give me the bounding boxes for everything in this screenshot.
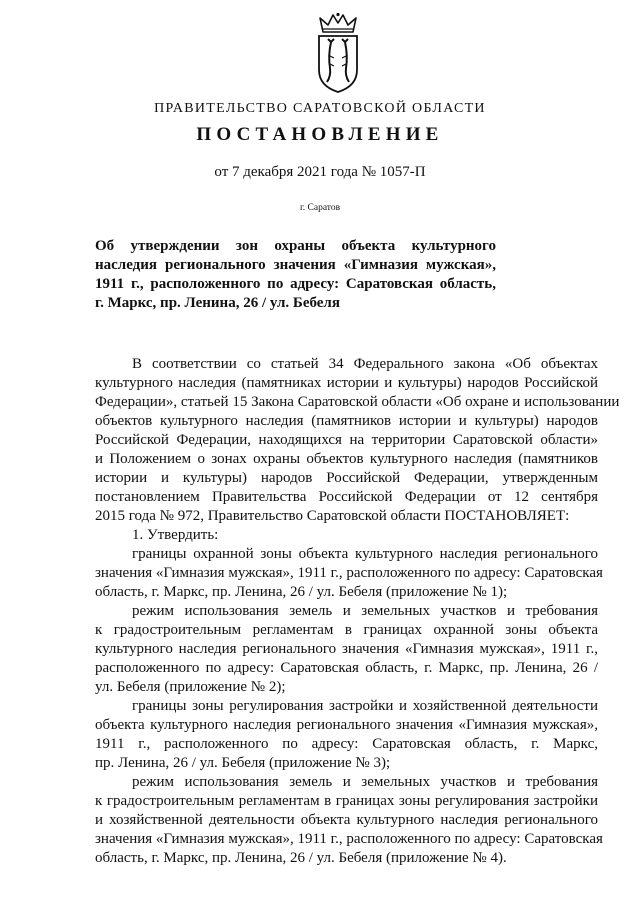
body-line: 1911 г., расположенного по адресу: Саратовская область, г. Маркс, <box>95 736 598 752</box>
body-line: границы зоны регулирования застройки и хозяйственной деятельности <box>132 698 598 714</box>
saratov-coat-of-arms-icon <box>315 12 361 94</box>
body-line: пр. Ленина, 26 / ул. Бебеля (приложение № 3); <box>95 755 391 771</box>
document-subject <box>95 237 496 313</box>
body-line: ул. Бебеля (приложение № 2); <box>95 679 286 695</box>
body-line: границы охранной зоны объекта культурного наследия регионального <box>132 546 598 562</box>
body-line: истории и культуры) народов Российской Федерации, утвержденным <box>95 470 598 486</box>
body-line: 2015 года № 972, Правительство Саратовской области ПОСТАНОВЛЯЕТ: <box>95 508 570 524</box>
document-body <box>95 355 620 868</box>
document-type-title: ПОСТАНОВЛЕНИЕ <box>196 124 444 145</box>
body-line: расположенного по адресу: Саратовская область, г. Маркс, пр. Ленина, 26 / <box>95 660 598 676</box>
body-line: объектов культурного наследия (памятников истории и культуры) народов <box>95 413 598 429</box>
body-line: 1. Утвердить: <box>132 527 219 543</box>
body-line: Федерации», статьей 15 Закона Саратовской области «Об охране и использовании <box>95 394 620 410</box>
body-line: культурного наследия регионального значения «Гимназия мужская», 1911 г., <box>95 641 598 657</box>
body-line: Российской Федерации, находящихся на территории Саратовской области» <box>95 432 598 448</box>
document-city: г. Саратов <box>299 203 341 213</box>
body-line: область, г. Маркс, пр. Ленина, 26 / ул. Бебеля (приложение № 1); <box>95 584 508 600</box>
subject-line: г. Маркс, пр. Ленина, 26 / ул. Бебеля <box>95 295 340 311</box>
body-line: культурного наследия (памятниках истории и культуры) народов Российской <box>95 375 598 391</box>
subject-line: наследия регионального значения «Гимназия мужская», <box>95 257 496 273</box>
body-line: область, г. Маркс, пр. Ленина, 26 / ул. Бебеля (приложение № 4). <box>95 850 507 866</box>
body-line: значения «Гимназия мужская», 1911 г., расположенного по адресу: Саратовская <box>95 565 603 581</box>
body-line: и Положением о зонах охраны объектов культурного наследия (памятников <box>95 451 598 467</box>
document-date-number: от 7 декабря 2021 года № 1057-П <box>214 164 426 180</box>
body-line: В соответствии со статьей 34 Федерального закона «Об объектах <box>132 356 598 372</box>
subject-line: Об утверждении зон охраны объекта культурного <box>95 238 496 254</box>
subject-line: 1911 г., расположенного по адресу: Саратовская область, <box>95 276 496 292</box>
body-line: режим использования земель и земельных участков и требования <box>132 603 598 619</box>
body-line: значения «Гимназия мужская», 1911 г., расположенного по адресу: Саратовская <box>95 831 603 847</box>
body-line: режим использования земель и земельных участков и требования <box>132 774 598 790</box>
body-line: к градостроительным регламентам в границах охранной зоны объекта <box>95 622 598 638</box>
body-line: и хозяйственной деятельности объекта культурного наследия регионального <box>95 812 598 828</box>
body-line: постановлением Правительства Российской Федерации от 12 сентября <box>95 489 598 505</box>
government-name: ПРАВИТЕЛЬСТВО САРАТОВСКОЙ ОБЛАСТИ <box>154 101 486 116</box>
body-line: к градостроительным регламентам в границах зоны регулирования застройки <box>95 793 598 809</box>
body-line: объекта культурного наследия регионального значения «Гимназия мужская», <box>95 717 598 733</box>
